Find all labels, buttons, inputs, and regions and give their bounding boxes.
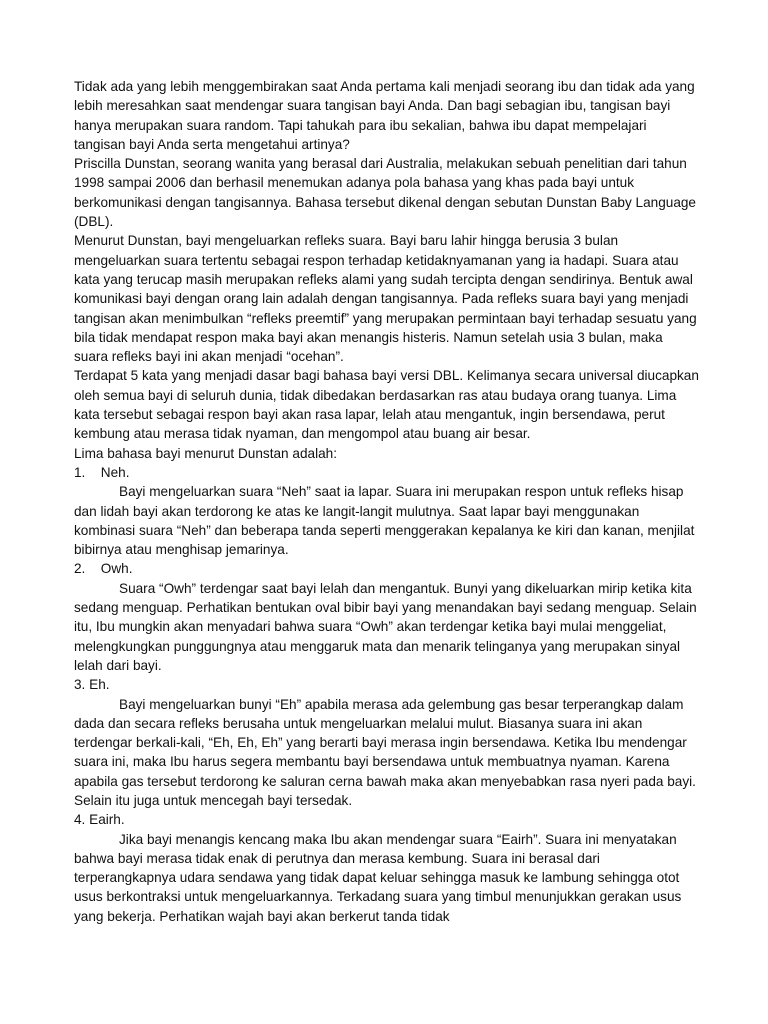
list-item-body-eh: Bayi mengeluarkan bunyi “Eh” apabila merasa ada gelembung gas besar terperangkap dalam dada dan secara refleks berusaha untuk mengeluarkan melalui mulut. Biasanya suara ini akan terdengar berkali-kali, “Eh, Eh, Eh” yang berarti bayi merasa ingin bersendawa. Ketika Ibu mendengar suara ini, maka Ibu harus segera membantu bayi bersendawa untuk membuatnya nyaman. Karena apabila gas tersebut terdorong ke saluran cerna bawah maka akan menyebabkan rasa nyeri pada bayi. Selain itu juga untuk mencegah bayi tersedak. — [74, 696, 696, 808]
paragraph-five-words: Terdapat 5 kata yang menjadi dasar bagi bahasa bayi versi DBL. Kelimanya secara universal diucapkan oleh semua bayi di seluruh dunia, tidak dibedakan berdasarkan ras atau budaya orang tuanya. Lima kata tersebut sebagai respon bayi akan rasa lapar, lelah atau mengantuk, ingin bersendawa, perut kembung atau merasa tidak nyaman, dan mengompol atau buang air besar. — [74, 368, 699, 442]
list-item-body-neh: Bayi mengeluarkan suara “Neh” saat ia lapar. Suara ini merupakan respon untuk refleks hisap dan lidah bayi akan terdorong ke atas ke langit-langit mulutnya. Saat lapar bayi menggunakan kombinasi suara “Neh” dan beberapa tanda seperti menggerakan kepalanya ke kiri dan kanan, menjilat bibirnya atau menghisap jemarinya. — [74, 484, 695, 558]
paragraph-intro: Tidak ada yang lebih menggembirakan saat Anda pertama kali menjadi seorang ibu dan tidak ada yang lebih meresahkan saat mendengar suara tangisan bayi Anda. Dan bagi sebagian ibu, tangisan bayi hanya merupakan suara random. Tapi tahukah para ibu sekalian, bahwa ibu dapat mempelajari tangisan bayi Anda serta mengetahui artinya? — [74, 79, 695, 152]
list-number: 2. — [74, 561, 86, 577]
list-item-heading-owh — [74, 559, 700, 578]
list-item-body-owh: Suara “Owh” terdengar saat bayi lelah dan mengantuk. Bunyi yang dikeluarkan mirip ketika kita sedang menguap. Perhatikan bentukan oval bibir bayi yang menandakan bayi sedang menguap. Selain itu, Ibu mungkin akan menyadari bahwa suara “Owh” akan terdengar ketika bayi mulai menggeliat, melengkungkan punggungnya atau menggaruk mata dan menarik telinganya yang merupakan sinyal lelah dari bayi. — [74, 580, 697, 673]
list-number: 3. — [74, 677, 86, 693]
list-item-body-eairh: Jika bayi menangis kencang maka Ibu akan mendengar suara “Eairh”. Suara ini menyatakan bahwa bayi merasa tidak enak di perutnya dan merasa kembung. Suara ini berasal dari terperangkapnya udara sendawa yang tidak dapat keluar sehingga masuk ke lambung sehingga otot usus berkontraksi untuk mengeluarkannya. Terkadang suara yang timbul menunjukkan gerakan usus yang bekerja. Perhatikan wajah bayi akan berkerut tanda tidak — [74, 831, 682, 924]
list-title: Eh. — [89, 677, 110, 693]
list-number: 4. — [74, 812, 86, 828]
paragraph-reflex: Menurut Dunstan, bayi mengeluarkan refleks suara. Bayi baru lahir hingga berusia 3 bulan mengeluarkan suara tertentu sebagai respon terhadap ketidaknyamanan yang ia hadapi. Suara atau kata yang terucap masih merupakan refleks alami yang sudah tercipta dengan sendirinya. Bentuk awal komunikasi bayi dengan orang lain adalah dengan tangisannya. Pada refleks suara bayi yang menjadi tangisan akan menimbulkan “refleks preemtif” yang merupakan permintaan bayi terhadap sesuatu yang bila tidak mendapat respon maka bayi akan menangis histeris. Namun setelah usia 3 bulan, maka suara refleks bayi ini akan menjadi “ocehan”. — [74, 233, 697, 365]
document-page — [74, 77, 700, 926]
list-number: 1. — [74, 464, 86, 480]
paragraph-list-intro: Lima bahasa bayi menurut Dunstan adalah: — [74, 445, 337, 461]
list-title: Owh. — [100, 561, 133, 577]
list-title: Neh. — [100, 464, 130, 480]
paragraph-dunstan-research: Priscilla Dunstan, seorang wanita yang berasal dari Australia, melakukan sebuah penelitian dari tahun 1998 sampai 2006 dan berhasil menemukan adanya pola bahasa yang khas pada bayi untuk berkomunikasi dengan tangisannya. Bahasa tersebut dikenal dengan sebutan Dunstan Baby Language (DBL). — [74, 156, 696, 230]
list-title: Eairh. — [89, 812, 125, 828]
list-item-heading-neh — [74, 463, 700, 482]
list-item-heading-eairh — [74, 810, 700, 829]
list-item-heading-eh — [74, 675, 700, 694]
